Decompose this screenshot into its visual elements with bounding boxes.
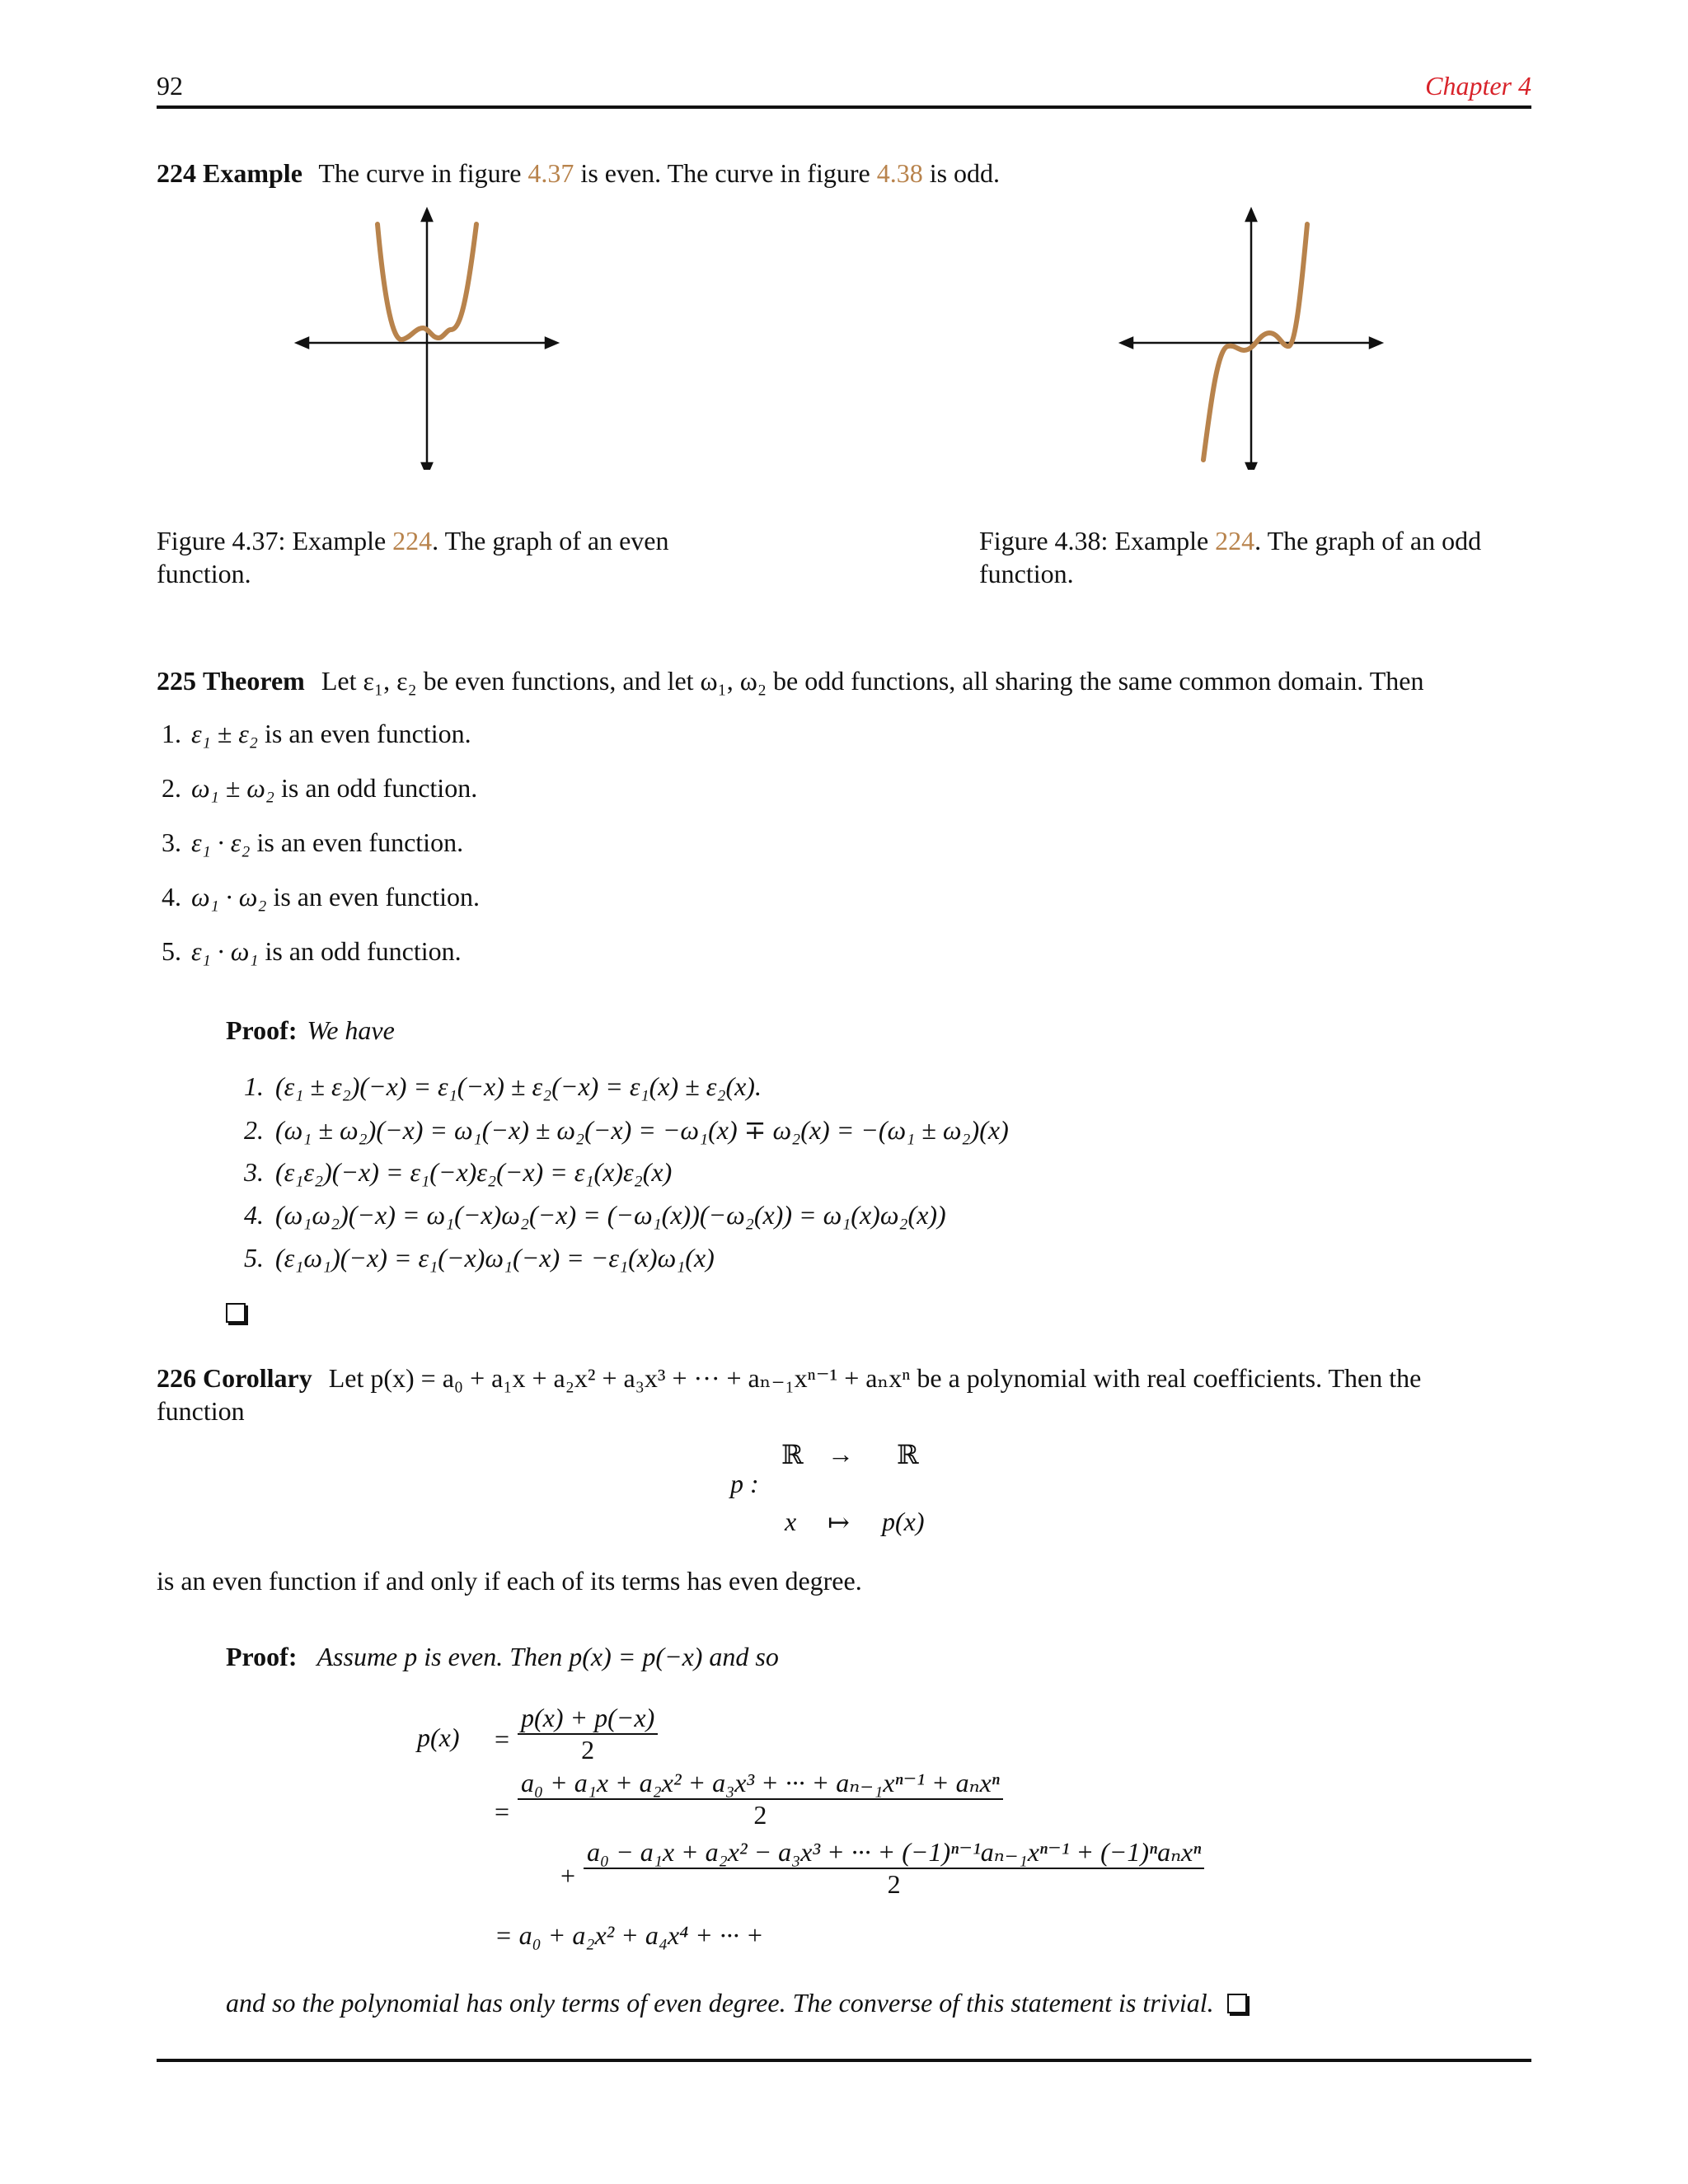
align-eq: = <box>495 1797 510 1826</box>
item-text: is an odd function. <box>258 936 462 966</box>
align-plus: + <box>560 1861 576 1891</box>
caption-ref-224[interactable]: 224 <box>1215 526 1255 555</box>
header-rule <box>157 105 1531 109</box>
figure-4-38-odd-graph <box>1111 206 1391 470</box>
item-text: is an even function. <box>250 827 464 857</box>
corollary-number: 226 <box>157 1363 196 1393</box>
proof-intro: Assume p is even. Then p(x) = p(−x) and so <box>316 1642 779 1671</box>
map-domain: ℝ <box>781 1440 804 1469</box>
footer-rule <box>157 2059 1531 2062</box>
corollary-text-c: is an even function if and only if each of its terms has even degree. <box>157 1566 862 1596</box>
align-last: = a₀ + a₂x² + a₄x⁴ + ··· + <box>495 1920 764 1950</box>
item-expr: ε₁ ± ε₂ <box>191 719 259 748</box>
theorem-item <box>148 719 471 749</box>
map-name: p : <box>730 1469 759 1498</box>
proof-1-line <box>244 1200 946 1230</box>
item-number: 5. <box>162 936 181 966</box>
proof-1-line <box>244 1243 715 1273</box>
line-number: 2. <box>244 1115 264 1145</box>
map-x: x <box>785 1507 797 1536</box>
line-equation: (ε₁ε₂)(−x) = ε₁(−x)ε₂(−x) = ε₁(x)ε₂(x) <box>275 1157 673 1187</box>
caption-text: Figure 4.38: Example <box>979 526 1216 555</box>
proof-1-line <box>244 1071 762 1102</box>
item-text: is an odd function. <box>274 773 478 803</box>
fraction-numerator: a₀ − a₁x + a₂x² − a₃x³ + ··· + (−1)ⁿ⁻¹aₙ₋₁xⁿ⁻¹ + (−1)ⁿaₙxⁿ <box>584 1836 1204 1869</box>
map-px: p(x) <box>882 1507 925 1536</box>
corollary-text-a: Let p(x) = a₀ + a₁x + a₂x² + a₃x³ + ··· + aₙ₋₁xⁿ⁻¹ + aₙxⁿ be a polynomial with real coefficients. Then the <box>328 1363 1422 1393</box>
theorem-text: Let ε₁, ε₂ be even functions, and let ω₁, ω₂ be odd functions, all sharing the same common domain. Then <box>321 666 1424 696</box>
figure-4-37-caption <box>157 524 668 590</box>
closing-text: and so the polynomial has only terms of even degree. The converse of this statement is trivial. <box>226 1988 1214 2018</box>
corollary-226 <box>157 1361 1421 1427</box>
caption-text: function. <box>157 559 251 588</box>
corollary-text-b: function <box>157 1396 245 1426</box>
theorem-item <box>148 882 480 912</box>
caption-text: . The graph of an even <box>432 526 669 555</box>
theorem-item <box>148 773 477 804</box>
theorem-number: 225 <box>157 666 196 696</box>
proof-1-line <box>244 1114 1009 1146</box>
figure-ref-4-37[interactable]: 4.37 <box>528 158 574 188</box>
proof-intro: We have <box>307 1015 395 1045</box>
align-eq: = <box>495 1724 510 1754</box>
figure-4-37-even-graph <box>287 206 567 470</box>
item-expr: ε₁ · ω₁ <box>191 936 259 966</box>
qed-box <box>1227 1994 1247 2013</box>
fraction-numerator: p(x) + p(−x) <box>518 1703 658 1735</box>
chapter-title: Chapter 4 <box>1425 71 1531 101</box>
fraction-3 <box>584 1836 1204 1900</box>
corollary-label: Corollary <box>203 1363 312 1393</box>
theorem-label: Theorem <box>203 666 305 696</box>
fraction-2 <box>518 1767 1003 1830</box>
example-number: 224 <box>157 158 196 188</box>
proof-label: Proof: <box>226 1015 298 1045</box>
caption-ref-224[interactable]: 224 <box>392 526 433 555</box>
item-number: 4. <box>162 882 181 912</box>
fraction-1 <box>518 1703 658 1765</box>
map-mapsto: ↦ <box>828 1507 850 1537</box>
line-equation: (ω₁ ± ω₂)(−x) = ω₁(−x) ± ω₂(−x) = −ω₁(x) ∓ ω₂(x) = −(ω₁ ± ω₂)(x) <box>275 1115 1009 1145</box>
theorem-225 <box>157 666 1423 696</box>
example-label: Example <box>203 158 302 188</box>
item-number: 3. <box>162 827 181 857</box>
proof-2-intro <box>226 1642 779 1672</box>
item-number: 1. <box>162 719 181 748</box>
caption-text: function. <box>979 559 1074 588</box>
proof-label: Proof: <box>226 1642 298 1671</box>
theorem-item <box>148 827 463 858</box>
caption-text: Figure 4.37: Example <box>157 526 393 555</box>
example-text-a: The curve in figure <box>318 158 528 188</box>
proof-2-closing <box>226 1988 1247 2018</box>
qed-box <box>226 1297 246 1328</box>
line-number: 1. <box>244 1071 264 1101</box>
fraction-numerator: a₀ + a₁x + a₂x² + a₃x³ + ··· + aₙ₋₁xⁿ⁻¹ + aₙxⁿ <box>518 1767 1003 1800</box>
line-number: 4. <box>244 1200 264 1230</box>
caption-text: . The graph of an odd <box>1254 526 1482 555</box>
figure-ref-4-38[interactable]: 4.38 <box>876 158 923 188</box>
example-224 <box>157 158 1000 189</box>
theorem-item <box>148 936 462 967</box>
figure-4-38-caption <box>979 524 1481 590</box>
example-text-c: is odd. <box>922 158 1001 188</box>
line-number: 5. <box>244 1243 264 1272</box>
item-text: is an even function. <box>266 882 481 912</box>
map-arrow: → <box>828 1439 854 1469</box>
line-number: 3. <box>244 1157 264 1187</box>
item-number: 2. <box>162 773 181 803</box>
proof-1-line <box>244 1157 672 1188</box>
map-codomain: ℝ <box>897 1440 919 1469</box>
line-equation: (ε₁ ± ε₂)(−x) = ε₁(−x) ± ε₂(−x) = ε₁(x) ± ε₂(x). <box>275 1071 762 1101</box>
line-equation: (ω₁ω₂)(−x) = ω₁(−x)ω₂(−x) = (−ω₁(x))(−ω₂(x)) = ω₁(x)ω₂(x)) <box>275 1200 946 1230</box>
item-text: is an even function. <box>258 719 471 748</box>
item-expr: ω₁ ± ω₂ <box>191 773 274 803</box>
item-expr: ε₁ · ε₂ <box>191 827 251 857</box>
fraction-denominator: 2 <box>581 1735 595 1765</box>
example-text-b: is even. The curve in figure <box>574 158 877 188</box>
page-number: 92 <box>157 71 183 101</box>
fraction-denominator: 2 <box>887 1869 901 1899</box>
fraction-denominator: 2 <box>753 1800 767 1830</box>
line-equation: (ε₁ω₁)(−x) = ε₁(−x)ω₁(−x) = −ε₁(x)ω₁(x) <box>275 1243 715 1272</box>
item-expr: ω₁ · ω₂ <box>191 882 267 912</box>
align-lhs: p(x) <box>417 1722 460 1752</box>
proof-1-intro <box>226 1015 395 1046</box>
